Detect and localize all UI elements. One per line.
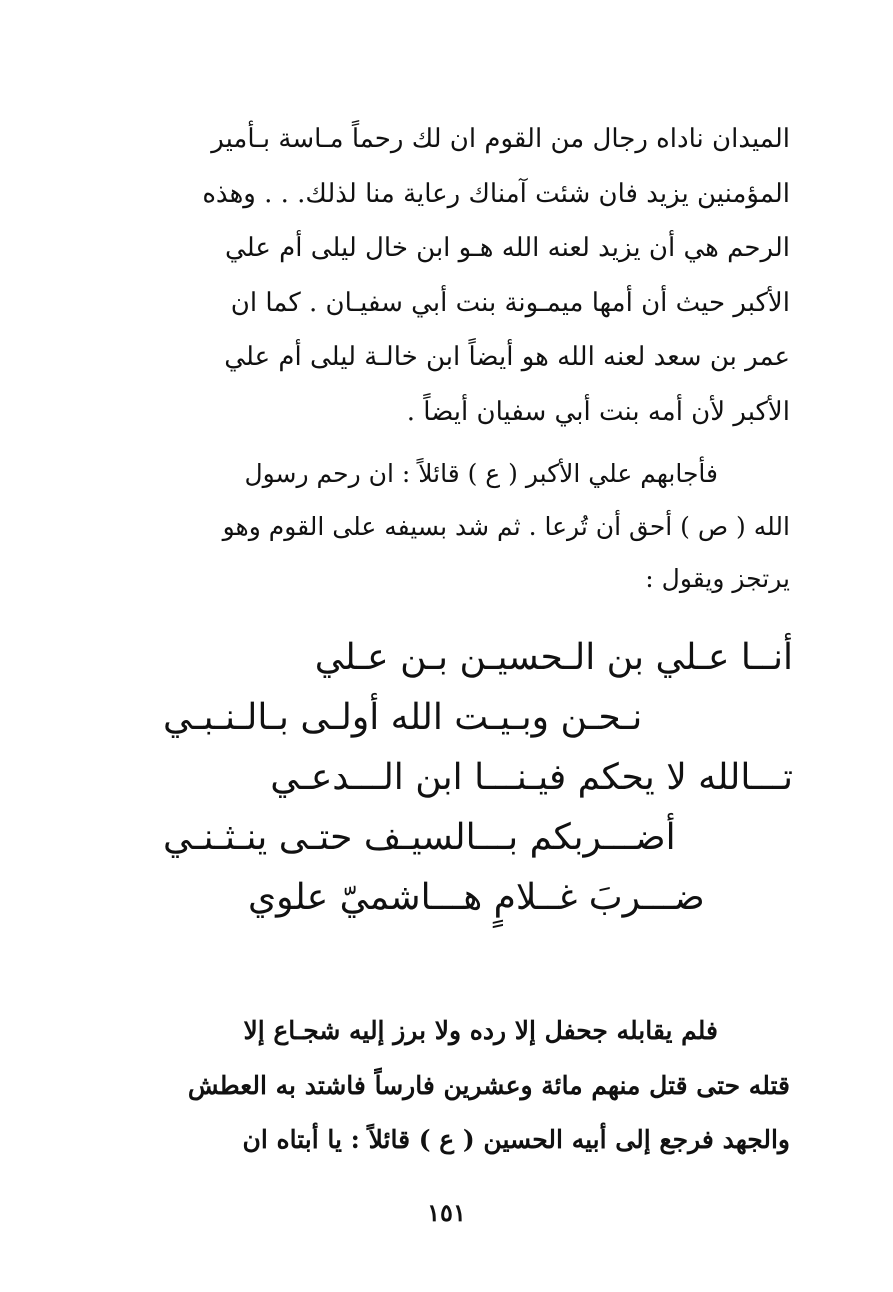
text-line: الأكبر لأن أمه بنت أبي سفيان أيضاً . [406, 396, 790, 427]
poem-verse: أنــا عـلي بن الـحسيـن بـن عـلي [314, 637, 793, 678]
poem-verse: تـــالله لا يحكم فيـنـــا ابن الـــدعـي [270, 757, 793, 798]
paragraph-reply [165, 448, 790, 606]
text-line: والجهد فرجع إلى أبيه الحسين ( ع ) قائلاً : يا أبتاه ان [242, 1125, 790, 1154]
text-line: فلم يقابله جحفل إلا رده ولا برز إليه شجـاع إلا [243, 1016, 718, 1045]
text-line: قتله حتى قتل منهم مائة وعشرين فارساً فاشتد به العطش [187, 1070, 790, 1100]
text-line: الرحم هي أن يزيد لعنه الله هـو ابن خال ليلى أم علي [225, 233, 790, 263]
page-number: ١٥١ [427, 1198, 466, 1227]
text-line: عمر بن سعد لعنه الله هو أيضاً ابن خالـة ليلى أم علي [224, 342, 790, 372]
poem-verse: ضـــربَ غــلامٍ هـــاشميّ علوي [248, 877, 705, 918]
text-line: يرتجز ويقول : [645, 564, 790, 593]
paragraph-narrative [165, 112, 790, 439]
text-line: الله ( ص ) أحق أن تُرعا . ثم شد بسيفه على القوم وهو [222, 511, 790, 541]
text-line: الأكبر حيث أن أمها ميمـونة بنت أبي سفيـان . كما ان [230, 287, 790, 318]
text-line: فأجابهم علي الأكبر ( ع ) قائلاً : ان رحم رسول [244, 459, 718, 488]
paragraph-battle [165, 1004, 790, 1168]
poem-verses [163, 628, 793, 928]
poem-verse: أضـــربكم بـــالسيـف حتـى ينـثـنـي [163, 817, 676, 858]
text-line: المؤمنين يزيد فان شئت آمناك رعاية منا لذلك. . . وهذه [202, 178, 790, 209]
text-line: الميدان ناداه رجال من القوم ان لك رحماً مـاسة بـأمير [211, 124, 790, 154]
poem-verse: نـحـن وبـيـت الله أولـى بـالـنـبـي [163, 697, 643, 738]
